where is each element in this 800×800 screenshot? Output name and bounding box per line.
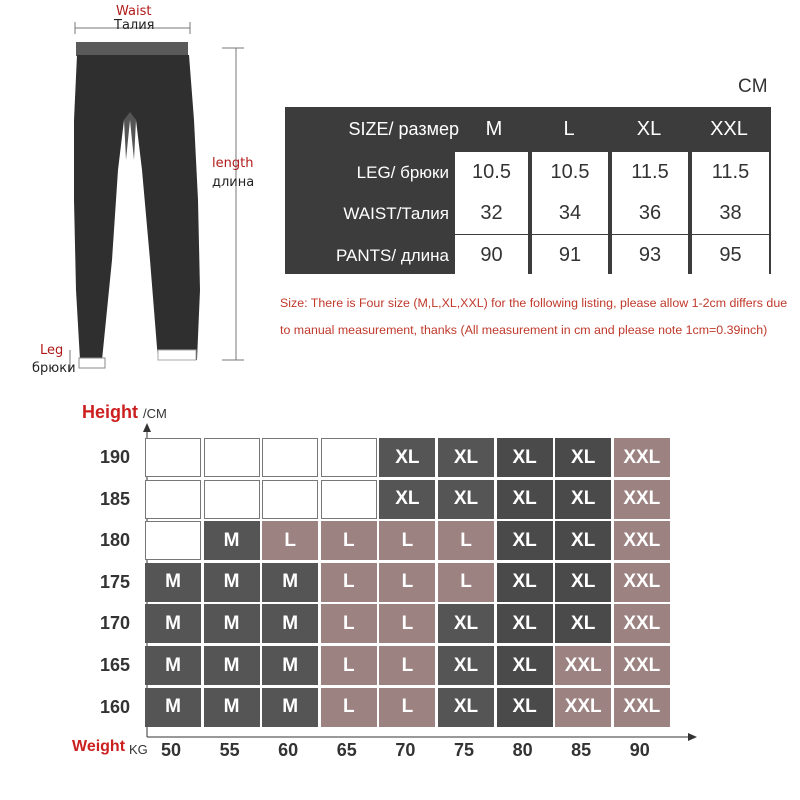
row-label-waist: WAIST/Талия	[343, 203, 449, 223]
leg-m: 10.5	[455, 152, 528, 193]
waist-xl: 36	[612, 193, 688, 234]
waist-m: 32	[455, 193, 528, 234]
grid-cell: L	[321, 604, 377, 643]
waist-label-ru: Талия	[114, 18, 155, 33]
grid-cell	[262, 438, 318, 477]
grid-cell: L	[379, 646, 435, 685]
pants-cuff-right	[158, 350, 196, 360]
height-title: Height	[82, 402, 138, 422]
size-note: Size: There is Four size (M,L,XL,XXL) for the following listing, please allow 1-2cm differs due to manual measurement, thanks (All measurement in cm and please note 1cm=0.39inch)	[280, 296, 788, 337]
row-label-pants: PANTS/ длина	[335, 245, 449, 265]
size-header-label: SIZE/ размер	[348, 119, 459, 139]
grid-cell: L	[321, 688, 377, 727]
size-row-waist	[285, 193, 771, 234]
grid-cell: XL	[497, 438, 553, 477]
grid-cell: XL	[555, 480, 611, 519]
grid-cell: L	[379, 688, 435, 727]
height-tick-label: 190	[100, 447, 131, 467]
size-header-m: M	[485, 118, 503, 140]
grid-cell: XL	[438, 688, 494, 727]
grid-cell: XL	[379, 480, 435, 519]
waist-l: 34	[532, 193, 608, 234]
grid-cell: XL	[438, 604, 494, 643]
grid-cell: XL	[497, 646, 553, 685]
grid-cell: XL	[497, 688, 553, 727]
grid-cell: XL	[555, 563, 611, 602]
grid-cell: XL	[438, 480, 494, 519]
pants-m: 90	[455, 235, 528, 276]
grid-cell: L	[321, 563, 377, 602]
waist-xxl: 38	[692, 193, 769, 234]
grid-cell: L	[379, 563, 435, 602]
grid-cell: M	[262, 688, 318, 727]
pants-waistband	[76, 42, 188, 56]
grid-cell: XXL	[555, 646, 611, 685]
grid-cell: M	[145, 646, 201, 685]
leg-xxl: 11.5	[692, 152, 769, 193]
weight-tick-label: 90	[629, 740, 650, 760]
size-row-leg	[285, 152, 771, 193]
size-row-pants	[285, 235, 771, 276]
waist-label-en: Waist	[116, 4, 152, 19]
size-header-l: L	[563, 118, 575, 140]
grid-cell: XL	[555, 521, 611, 560]
grid-cell: L	[379, 604, 435, 643]
weight-title: Weight	[72, 738, 126, 755]
grid-cell: XL	[497, 480, 553, 519]
weight-tick-label: 65	[336, 740, 357, 760]
pants-cuff-left	[79, 358, 105, 368]
pants-l: 91	[532, 235, 608, 276]
length-label-en: length	[212, 156, 254, 171]
grid-cell: M	[145, 604, 201, 643]
grid-cell: M	[204, 604, 260, 643]
grid-cell: XXL	[614, 604, 670, 643]
grid-cell: M	[204, 688, 260, 727]
grid-cell: XXL	[614, 480, 670, 519]
grid-cell: XXL	[614, 646, 670, 685]
grid-cell	[145, 480, 201, 519]
leg-l: 10.5	[532, 152, 608, 193]
weight-tick-label: 70	[395, 740, 416, 760]
grid-cell: M	[204, 563, 260, 602]
unit-label: CM	[738, 76, 768, 97]
grid-cell: L	[262, 521, 318, 560]
size-table-header-row	[285, 109, 771, 150]
pants-body	[74, 55, 200, 360]
grid-cell: XXL	[614, 688, 670, 727]
leg-label-ru: брюки	[32, 361, 76, 376]
leg-label-en: Leg	[40, 343, 64, 358]
grid-cell: M	[262, 563, 318, 602]
weight-tick-label: 60	[278, 740, 299, 760]
size-header-xl: XL	[636, 118, 662, 140]
grid-cell: M	[145, 563, 201, 602]
grid-cell: XXL	[614, 521, 670, 560]
grid-cell	[145, 521, 201, 560]
height-tick-label: 180	[100, 530, 131, 551]
grid-cell: XL	[497, 604, 553, 643]
grid-cell: XL	[497, 563, 553, 602]
grid-cell: L	[321, 521, 377, 560]
grid-cell: L	[379, 521, 435, 560]
grid-cell: M	[204, 521, 260, 560]
grid-cell: XL	[379, 438, 435, 477]
grid-cell	[145, 438, 201, 477]
row-label-leg: LEG/ брюки	[356, 162, 449, 182]
grid-cell: XL	[438, 438, 494, 477]
height-tick-label: 165	[100, 655, 131, 675]
pants-illustration	[0, 0, 270, 390]
grid-cell	[321, 480, 377, 519]
weight-tick-label: 80	[512, 740, 533, 760]
weight-unit: KG	[129, 742, 148, 757]
grid-cell: M	[262, 604, 318, 643]
grid-cell: L	[321, 646, 377, 685]
grid-cell: M	[204, 646, 260, 685]
grid-cell: XL	[555, 604, 611, 643]
weight-tick-label: 50	[160, 740, 182, 760]
height-tick-label: 160	[100, 696, 131, 717]
grid-cell: XXL	[555, 688, 611, 727]
weight-tick-label: 75	[453, 740, 475, 760]
pants-xl: 93	[612, 235, 688, 276]
grid-cell: XL	[438, 646, 494, 685]
height-tick-label: 185	[100, 488, 131, 509]
grid-cell	[321, 438, 377, 477]
grid-cell: M	[145, 688, 201, 727]
grid-cell: XXL	[614, 563, 670, 602]
height-tick-label: 175	[100, 571, 131, 592]
grid-cell	[204, 480, 260, 519]
length-label-ru: длина	[212, 175, 255, 190]
grid-cell: L	[438, 563, 494, 602]
height-unit: /CM	[143, 406, 167, 421]
grid-cell: XL	[555, 438, 611, 477]
weight-tick-label: 55	[219, 740, 240, 760]
grid-cell	[262, 480, 318, 519]
height-tick-label: 170	[100, 613, 131, 634]
grid-cell: XXL	[614, 438, 670, 477]
leg-xl: 11.5	[612, 152, 688, 193]
grid-cell: XL	[497, 521, 553, 560]
grid-cell	[204, 438, 260, 477]
size-table	[285, 107, 771, 274]
grid-cell: M	[262, 646, 318, 685]
weight-tick-label: 85	[571, 740, 592, 760]
size-header-xxl: XXL	[710, 118, 748, 140]
pants-xxl: 95	[692, 235, 769, 276]
grid-cell: L	[438, 521, 494, 560]
